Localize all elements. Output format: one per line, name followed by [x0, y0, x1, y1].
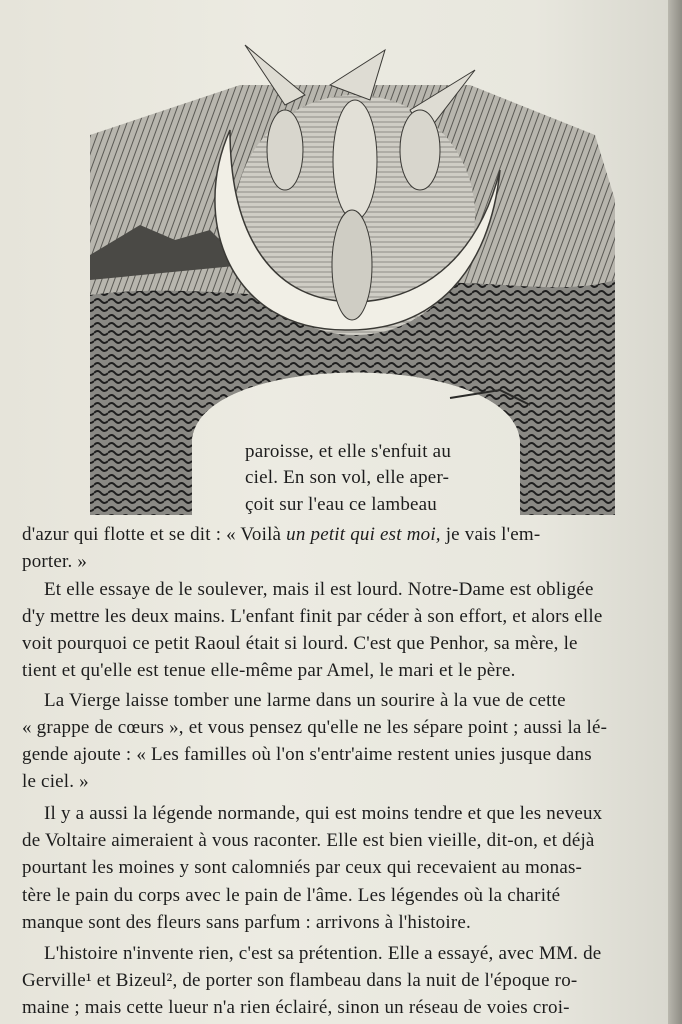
text-line-10: La Vierge laisse tomber une larme dans un sourire à la vue de cette [44, 690, 566, 711]
text-line-16: pourtant les moines y sont calomniés par ceux qui recevaient au monas- [22, 857, 583, 878]
text-line-8: voit pourquoi ce petit Raoul était si lourd. C'est que Penhor, sa mère, le [22, 633, 578, 654]
page-edge [668, 0, 682, 1024]
text-line-19: L'histoire n'invente rien, c'est sa prétention. Elle a essayé, avec MM. de [44, 943, 602, 964]
family-chain-figures [332, 210, 372, 320]
text-line-3: çoit sur l'eau ce lambeau [245, 494, 438, 515]
text-line-13: le ciel. » [22, 771, 89, 792]
text-line-4: d'azur qui flotte et se dit : « Voilà un petit qui est moi, je vais l'em- [22, 524, 541, 545]
text-line-15: de Voltaire aimeraient à vous raconter. Elle est bien vieille, dit-on, et déjà [22, 830, 595, 851]
text-line-14: Il y a aussi la légende normande, qui est moins tendre et que les neveux [44, 803, 603, 824]
angel-figure-left [267, 110, 303, 190]
italic-quote: un petit qui est moi, [286, 524, 441, 545]
text-line-21: maine ; mais cette lueur n'a rien éclairé, sinon un réseau de voies croi- [22, 997, 570, 1018]
text-line-12: gende ajoute : « Les familles où l'on s'entr'aime restent unies jusque dans [22, 744, 592, 765]
text-line-18: manque sont des fleurs sans parfum : arrivons à l'histoire. [22, 912, 471, 933]
text-line-5: porter. » [22, 551, 88, 572]
text-line-2: ciel. En son vol, elle aper- [245, 467, 450, 488]
text-line-11: « grappe de cœurs », et vous pensez qu'elle ne les sépare point ; aussi la lé- [22, 717, 608, 738]
text-line-20: Gerville¹ et Bizeul², de porter son flambeau dans la nuit de l'époque ro- [22, 970, 578, 991]
text-line-9: tient et qu'elle est tenue elle-même par Amel, le mari et le père. [22, 660, 516, 681]
text-line-1: paroisse, et elle s'enfuit au [245, 441, 452, 462]
angel-figure-right [400, 110, 440, 190]
text-line-17: tère le pain du corps avec le pain de l'âme. Les légendes où la charité [22, 885, 561, 906]
text-line-7: d'y mettre les deux mains. L'enfant finit par céder à son effort, et alors elle [22, 606, 603, 627]
text-line-6: Et elle essaye de le soulever, mais il est lourd. Notre-Dame est obligée [44, 579, 594, 600]
virgin-figure [333, 100, 377, 220]
